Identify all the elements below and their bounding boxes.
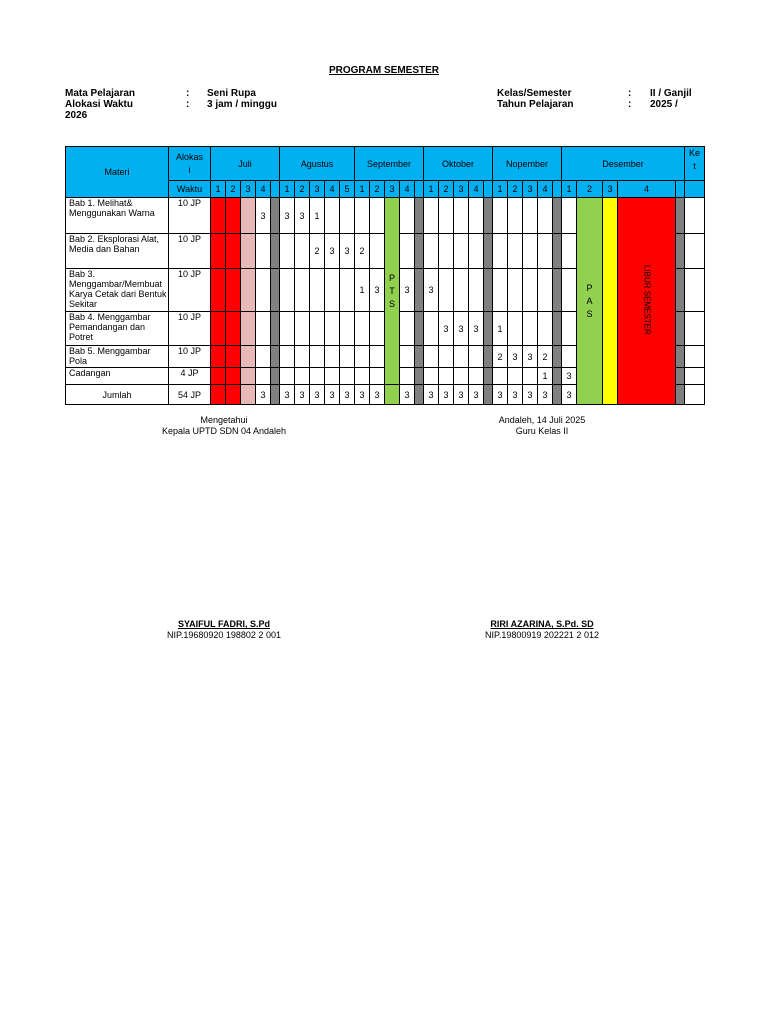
week-cell: 2 xyxy=(310,234,325,269)
week-cell: 1 xyxy=(493,312,508,346)
pas-letter: A xyxy=(586,295,593,306)
week-header: 2 xyxy=(370,181,385,198)
week-cell xyxy=(424,198,439,234)
table-row xyxy=(66,198,705,234)
pink-cell xyxy=(241,269,256,312)
kelas-semester-label: Kelas/Semester xyxy=(497,88,572,99)
week-cell xyxy=(295,269,310,312)
separator-cell xyxy=(676,234,685,269)
week-cell xyxy=(355,312,370,346)
separator-cell xyxy=(271,269,280,312)
week-cell xyxy=(493,198,508,234)
pts-cell xyxy=(385,198,400,385)
materi-cell: Bab 2. Eksplorasi Alat, Media dan Bahan xyxy=(66,234,169,269)
mata-pelajaran-value: Seni Rupa xyxy=(207,88,256,99)
libur-semester-cell xyxy=(618,198,676,405)
week-cell xyxy=(340,346,355,368)
kepala-nip: NIP.19680920 198802 2 001 xyxy=(167,630,281,640)
header-waktu: Waktu xyxy=(169,181,211,198)
week-cell xyxy=(256,346,271,368)
separator-cell xyxy=(553,198,562,234)
week-header: 1 xyxy=(493,181,508,198)
header-ket: Ke t xyxy=(685,147,705,181)
alokasi-cell: 4 JP xyxy=(169,368,211,385)
week-cell xyxy=(325,346,340,368)
week-cell xyxy=(562,346,577,368)
week-cell xyxy=(325,368,340,385)
week-cell xyxy=(340,198,355,234)
separator-cell xyxy=(676,346,685,368)
week-cell xyxy=(523,312,538,346)
separator-cell xyxy=(484,234,493,269)
week-cell: 3 xyxy=(508,385,523,405)
pts-letter: P xyxy=(388,272,395,283)
week-cell xyxy=(454,346,469,368)
week-cell: 3 xyxy=(538,385,553,405)
ket-cell xyxy=(685,385,705,405)
week-cell xyxy=(310,269,325,312)
separator-cell xyxy=(415,198,424,234)
separator-cell xyxy=(271,385,280,405)
separator-cell xyxy=(415,346,424,368)
week-cell xyxy=(523,234,538,269)
separator-cell xyxy=(271,346,280,368)
week-cell: 3 xyxy=(439,385,454,405)
pink-cell xyxy=(241,234,256,269)
week-cell xyxy=(562,312,577,346)
week-cell xyxy=(340,368,355,385)
week-cell xyxy=(400,198,415,234)
materi-cell: Bab 3. Menggambar/Membuat Karya Cetak dari Bentuk Sekitar xyxy=(66,269,169,312)
week-cell xyxy=(508,269,523,312)
pas-letter: S xyxy=(586,308,593,319)
separator-cell xyxy=(484,346,493,368)
week-cell: 3 xyxy=(325,234,340,269)
separator: : xyxy=(186,99,190,110)
ket-cell xyxy=(685,368,705,385)
pts-letter: T xyxy=(389,285,395,296)
week-cell: 3 xyxy=(280,385,295,405)
week-cell xyxy=(469,346,484,368)
separator-cell xyxy=(484,312,493,346)
week-cell xyxy=(280,368,295,385)
separator-cell xyxy=(484,269,493,312)
week-cell: 3 xyxy=(340,385,355,405)
mata-pelajaran-label: Mata Pelajaran xyxy=(65,88,136,99)
week-cell xyxy=(370,346,385,368)
week-cell xyxy=(424,346,439,368)
holiday-cell xyxy=(211,385,226,405)
ket-cell xyxy=(685,198,705,234)
week-cell xyxy=(493,269,508,312)
week-cell xyxy=(424,312,439,346)
kepala-sekolah-title: Kepala UPTD SDN 04 Andaleh xyxy=(161,426,287,436)
week-cell xyxy=(469,198,484,234)
tahun-pelajaran-label: Tahun Pelajaran xyxy=(497,99,574,110)
holiday-cell xyxy=(226,346,241,368)
week-cell xyxy=(493,234,508,269)
week-header: 3 xyxy=(454,181,469,198)
holiday-cell xyxy=(226,385,241,405)
holiday-cell xyxy=(211,198,226,234)
week-header: 2 xyxy=(508,181,523,198)
week-cell: 3 xyxy=(562,368,577,385)
week-cell xyxy=(370,312,385,346)
week-cell xyxy=(538,312,553,346)
guru-nip: NIP.19800919 202221 2 012 xyxy=(485,630,599,640)
week-header: 1 xyxy=(424,181,439,198)
yellow-cell xyxy=(603,198,618,405)
week-cell xyxy=(424,368,439,385)
separator-cell xyxy=(484,198,493,234)
week-cell xyxy=(538,198,553,234)
alokasi-cell: 10 JP xyxy=(169,312,211,346)
holiday-cell xyxy=(226,312,241,346)
week-cell xyxy=(562,269,577,312)
month-oktober: Oktober xyxy=(424,147,493,181)
ket-cell xyxy=(685,312,705,346)
week-cell xyxy=(370,234,385,269)
pas-letter: P xyxy=(586,282,593,293)
separator-cell xyxy=(553,346,562,368)
pink-cell xyxy=(241,368,256,385)
week-cell xyxy=(280,312,295,346)
alokasi-waktu-label: Alokasi Waktu xyxy=(65,99,133,110)
week-header: 4 xyxy=(400,181,415,198)
separator-cell xyxy=(271,368,280,385)
week-header-blank xyxy=(271,181,280,198)
month-agustus: Agustus xyxy=(280,147,355,181)
week-header: 5 xyxy=(340,181,355,198)
place-date: Andaleh, 14 Juli 2025 xyxy=(498,415,586,425)
separator-cell xyxy=(676,385,685,405)
week-cell xyxy=(523,198,538,234)
week-cell xyxy=(340,312,355,346)
week-header: 3 xyxy=(523,181,538,198)
week-cell: 3 xyxy=(424,269,439,312)
guru-title: Guru Kelas II xyxy=(515,426,569,436)
week-cell xyxy=(400,346,415,368)
week-cell: 3 xyxy=(424,385,439,405)
week-cell xyxy=(508,312,523,346)
separator-cell xyxy=(676,312,685,346)
week-cell xyxy=(310,312,325,346)
week-cell: 3 xyxy=(355,385,370,405)
week-header-blank xyxy=(553,181,562,198)
guru-name-wrap xyxy=(442,619,642,630)
week-cell xyxy=(538,269,553,312)
week-cell xyxy=(256,269,271,312)
separator-cell xyxy=(676,269,685,312)
week-cell: 2 xyxy=(493,346,508,368)
separator-cell xyxy=(553,234,562,269)
separator-cell xyxy=(271,312,280,346)
week-cell xyxy=(439,368,454,385)
ket-cell xyxy=(685,269,705,312)
week-header: 2 xyxy=(577,181,603,198)
ket-blank xyxy=(685,181,705,198)
separator-cell xyxy=(484,385,493,405)
week-cell: 1 xyxy=(538,368,553,385)
week-cell xyxy=(454,198,469,234)
week-cell: 3 xyxy=(493,385,508,405)
week-cell xyxy=(256,368,271,385)
week-header: 2 xyxy=(439,181,454,198)
week-cell: 3 xyxy=(310,385,325,405)
week-cell xyxy=(370,198,385,234)
week-cell: 3 xyxy=(370,269,385,312)
tahun-pelajaran-value: 2025 / xyxy=(650,99,678,110)
pink-cell xyxy=(241,312,256,346)
separator-cell xyxy=(553,269,562,312)
kepala-name-wrap xyxy=(124,619,324,630)
materi-cell: Cadangan xyxy=(66,368,169,385)
separator-cell xyxy=(415,269,424,312)
week-header: 1 xyxy=(562,181,577,198)
week-cell xyxy=(370,368,385,385)
separator-cell xyxy=(676,368,685,385)
week-header: 3 xyxy=(603,181,618,198)
separator-cell xyxy=(415,385,424,405)
holiday-cell xyxy=(226,269,241,312)
week-cell xyxy=(325,269,340,312)
holiday-cell xyxy=(226,198,241,234)
week-cell xyxy=(454,269,469,312)
week-cell xyxy=(280,346,295,368)
pts-letter: S xyxy=(388,298,395,309)
week-cell xyxy=(256,312,271,346)
week-cell xyxy=(439,269,454,312)
separator: : xyxy=(628,88,632,99)
separator: : xyxy=(186,88,190,99)
libur-semester-label: LIBUR SEMESTER xyxy=(642,265,652,335)
week-cell xyxy=(424,234,439,269)
month-nopember: Nopember xyxy=(493,147,562,181)
alokasi-cell: 10 JP xyxy=(169,269,211,312)
week-header: 1 xyxy=(280,181,295,198)
week-cell xyxy=(538,234,553,269)
header-materi: Materi xyxy=(66,147,169,198)
week-cell: 3 xyxy=(523,346,538,368)
week-cell: 3 xyxy=(523,385,538,405)
ket-cell xyxy=(685,234,705,269)
week-cell xyxy=(355,368,370,385)
week-cell xyxy=(523,368,538,385)
week-header: 4 xyxy=(325,181,340,198)
mengetahui-text: Mengetahui xyxy=(200,415,248,425)
week-cell: 3 xyxy=(295,385,310,405)
week-cell xyxy=(493,368,508,385)
week-cell xyxy=(562,198,577,234)
week-header: 2 xyxy=(226,181,241,198)
kepala-name: SYAIFUL FADRI, S.Pd xyxy=(177,619,271,629)
separator-cell xyxy=(415,234,424,269)
week-cell: 3 xyxy=(400,269,415,312)
week-cell: 3 xyxy=(280,198,295,234)
separator-cell xyxy=(415,312,424,346)
materi-cell: Bab 5. Menggambar Pola xyxy=(66,346,169,368)
pink-cell xyxy=(241,198,256,234)
month-september: September xyxy=(355,147,424,181)
week-header: 3 xyxy=(310,181,325,198)
week-cell: 3 xyxy=(454,385,469,405)
week-cell: 3 xyxy=(454,312,469,346)
holiday-cell xyxy=(211,269,226,312)
week-cell xyxy=(454,368,469,385)
holiday-cell xyxy=(211,234,226,269)
week-cell: 3 xyxy=(439,312,454,346)
week-cell xyxy=(280,234,295,269)
holiday-cell xyxy=(211,312,226,346)
separator-cell xyxy=(415,368,424,385)
separator-cell xyxy=(271,198,280,234)
week-cell: 1 xyxy=(310,198,325,234)
tahun-wrap: 2026 xyxy=(65,110,88,121)
separator-cell xyxy=(553,312,562,346)
week-cell xyxy=(400,368,415,385)
week-cell xyxy=(523,269,538,312)
week-cell xyxy=(340,269,355,312)
week-cell xyxy=(562,234,577,269)
week-cell: 2 xyxy=(355,234,370,269)
week-cell xyxy=(295,312,310,346)
week-cell: 3 xyxy=(469,312,484,346)
week-cell xyxy=(295,368,310,385)
week-cell: 2 xyxy=(538,346,553,368)
materi-cell: Jumlah xyxy=(66,385,169,405)
week-cell xyxy=(310,346,325,368)
separator-cell xyxy=(484,368,493,385)
month-juli: Juli xyxy=(211,147,280,181)
week-cell: 3 xyxy=(562,385,577,405)
week-cell xyxy=(469,269,484,312)
pas-cell xyxy=(577,198,603,405)
kelas-semester-value: II / Ganjil xyxy=(650,88,692,99)
ket-cell xyxy=(685,346,705,368)
alokasi-cell: 54 JP xyxy=(169,385,211,405)
week-cell xyxy=(310,368,325,385)
week-cell xyxy=(439,198,454,234)
separator-cell xyxy=(553,385,562,405)
week-header: 2 xyxy=(295,181,310,198)
week-cell: 3 xyxy=(370,385,385,405)
week-cell xyxy=(508,368,523,385)
week-cell: 3 xyxy=(469,385,484,405)
week-cell: 1 xyxy=(355,269,370,312)
week-cell xyxy=(325,198,340,234)
separator-cell xyxy=(271,234,280,269)
week-cell xyxy=(439,346,454,368)
week-cell xyxy=(508,234,523,269)
week-header: 3 xyxy=(241,181,256,198)
week-cell xyxy=(355,198,370,234)
holiday-cell xyxy=(211,346,226,368)
separator: : xyxy=(628,99,632,110)
week-header: 1 xyxy=(211,181,226,198)
holiday-cell xyxy=(226,368,241,385)
week-cell: 3 xyxy=(256,198,271,234)
week-cell xyxy=(295,346,310,368)
week-cell xyxy=(508,198,523,234)
alokasi-cell: 10 JP xyxy=(169,346,211,368)
week-cell xyxy=(256,234,271,269)
alokasi-cell: 10 JP xyxy=(169,198,211,234)
week-header: 4 xyxy=(538,181,553,198)
alokasi-waktu-value: 3 jam / minggu xyxy=(207,99,278,110)
week-cell xyxy=(469,234,484,269)
pink-cell xyxy=(241,346,256,368)
week-cell xyxy=(454,234,469,269)
week-header-blank xyxy=(415,181,424,198)
pts-cell xyxy=(385,385,400,405)
week-cell: 3 xyxy=(295,198,310,234)
document-title: PROGRAM SEMESTER xyxy=(328,65,439,76)
week-header: 4 xyxy=(618,181,676,198)
week-cell: 3 xyxy=(400,385,415,405)
week-header-blank xyxy=(484,181,493,198)
separator-cell xyxy=(676,198,685,234)
week-cell xyxy=(295,234,310,269)
materi-cell: Bab 4. Menggambar Pemandangan dan Potret xyxy=(66,312,169,346)
schedule-table xyxy=(65,146,705,405)
week-cell xyxy=(400,234,415,269)
week-cell: 3 xyxy=(256,385,271,405)
pink-cell xyxy=(241,385,256,405)
week-cell: 3 xyxy=(508,346,523,368)
header-alokasi: Alokas i xyxy=(169,147,211,181)
alokasi-cell: 10 JP xyxy=(169,234,211,269)
week-cell: 3 xyxy=(340,234,355,269)
week-header: 1 xyxy=(355,181,370,198)
holiday-cell xyxy=(226,234,241,269)
separator-cell xyxy=(553,368,562,385)
week-header: 4 xyxy=(256,181,271,198)
week-cell: 3 xyxy=(325,385,340,405)
month-desember: Desember xyxy=(562,147,685,181)
guru-name: RIRI AZARINA, S.Pd. SD xyxy=(490,619,594,629)
week-cell xyxy=(469,368,484,385)
week-cell xyxy=(355,346,370,368)
week-cell xyxy=(280,269,295,312)
week-cell xyxy=(439,234,454,269)
week-cell xyxy=(400,312,415,346)
week-header: 4 xyxy=(469,181,484,198)
materi-cell: Bab 1. Melihat& Menggunakan Warna xyxy=(66,198,169,234)
week-cell xyxy=(325,312,340,346)
week-header: 3 xyxy=(385,181,400,198)
week-header-blank xyxy=(676,181,685,198)
holiday-cell xyxy=(211,368,226,385)
